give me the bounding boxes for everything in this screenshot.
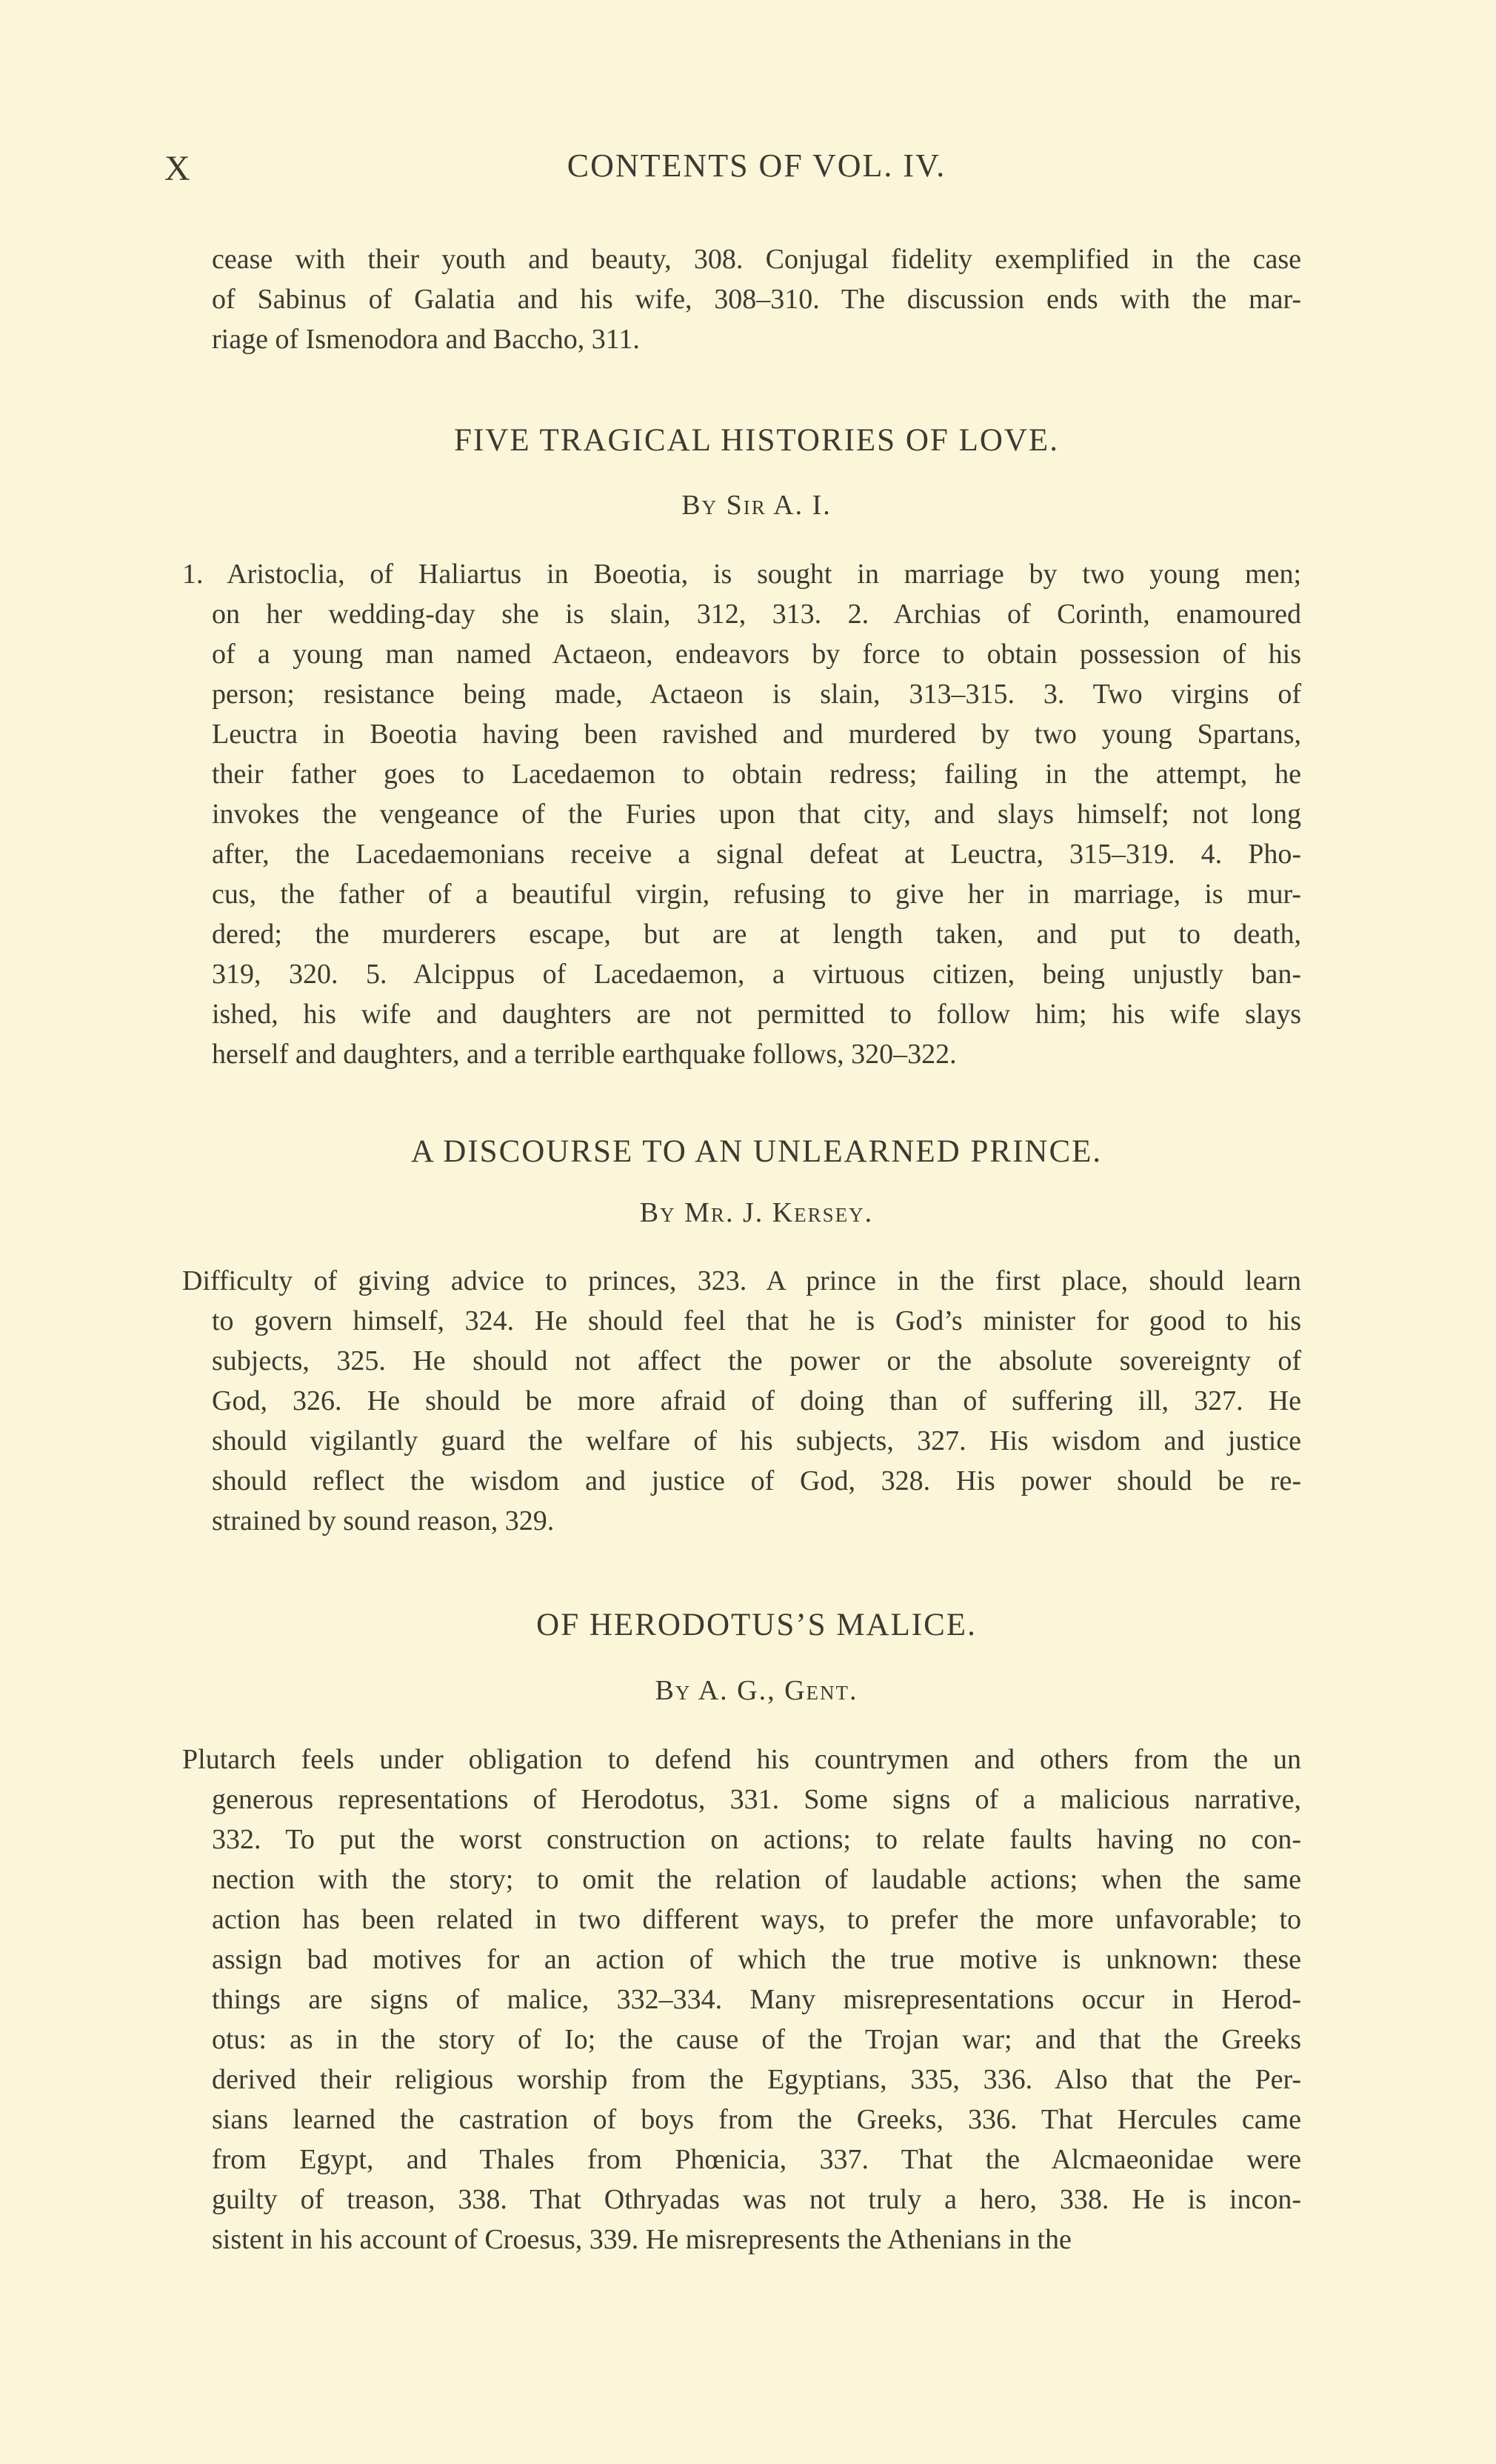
text-line: things are signs of malice, 332–334. Many misrepresentations occur in Herod- (212, 1984, 1301, 2015)
text-line: subjects, 325. He should not affect the power or the absolute sovereignty of (212, 1345, 1301, 1376)
continued-paragraph (212, 239, 1301, 359)
text-line: action has been related in two different ways, to prefer the more unfavorable; to (212, 1904, 1301, 1935)
section-summary (182, 1739, 1301, 2260)
text-line: invokes the vengeance of the Furies upon that city, and slays himself; not long (212, 799, 1301, 830)
text-line: should vigilantly guard the welfare of his subjects, 327. His wisdom and justice (212, 1425, 1301, 1456)
text-line: riage of Ismenodora and Baccho, 311. (212, 324, 640, 355)
text-line: sistent in his account of Croesus, 339. He misrepresents the Athenians in the (212, 2224, 1072, 2255)
text-line: ished, his wife and daughters are not permitted to follow him; his wife slays (212, 999, 1301, 1030)
running-title: CONTENTS OF VOL. IV. (567, 147, 946, 184)
text-line: dered; the murderers escape, but are at length taken, and put to death, (212, 919, 1301, 950)
text-line: strained by sound reason, 329. (212, 1505, 555, 1536)
text-line: generous representations of Herodotus, 331. Some signs of a malicious narrative, (212, 1784, 1301, 1815)
text-line: 319, 320. 5. Alcippus of Lacedaemon, a virtuous citizen, being unjustly ban- (212, 959, 1301, 990)
section-summary (182, 1261, 1301, 1541)
text-line: Leuctra in Boeotia having been ravished and murdered by two young Spartans, (212, 719, 1301, 750)
section-byline: By A. G., Gent. (655, 1675, 858, 1706)
text-line: cease with their youth and beauty, 308. Conjugal fidelity exemplified in the case (212, 244, 1301, 275)
text-line: to govern himself, 324. He should feel that he is God’s minister for good to his (212, 1305, 1301, 1336)
text-line: derived their religious worship from the Egyptians, 335, 336. Also that the Per- (212, 2064, 1301, 2095)
text-line: after, the Lacedaemonians receive a signal defeat at Leuctra, 315–319. 4. Pho- (212, 839, 1301, 870)
text-line: Difficulty of giving advice to princes, 323. A prince in the first place, should learn (182, 1265, 1301, 1296)
text-line: nection with the story; to omit the relation of laudable actions; when the same (212, 1864, 1301, 1895)
text-line: assign bad motives for an action of which the true motive is unknown: these (212, 1944, 1301, 1975)
text-line: from Egypt, and Thales from Phœnicia, 337. That the Alcmaeonidae were (212, 2144, 1301, 2175)
text-line: 1. Aristoclia, of Haliartus in Boeotia, is sought in marriage by two young men; (182, 559, 1301, 590)
text-line: God, 326. He should be more afraid of doing than of suffering ill, 327. He (212, 1385, 1301, 1416)
section-heading-herodotus-malice: OF HERODOTUS’S MALICE. (536, 1608, 977, 1642)
text-line: 332. To put the worst construction on actions; to relate faults having no con- (212, 1824, 1301, 1855)
text-line: of Sabinus of Galatia and his wife, 308–310. The discussion ends with the mar- (212, 284, 1301, 315)
text-line: on her wedding-day she is slain, 312, 313. 2. Archias of Corinth, enamoured (212, 599, 1301, 630)
section-byline: By Sir A. I. (681, 490, 832, 521)
text-line: person; resistance being made, Actaeon is slain, 313–315. 3. Two virgins of (212, 679, 1301, 710)
text-line: otus: as in the story of Io; the cause of the Trojan war; and that the Greeks (212, 2024, 1301, 2055)
text-line: guilty of treason, 338. That Othryadas was not truly a hero, 338. He is incon- (212, 2184, 1301, 2215)
section-summary (182, 554, 1301, 1074)
section-byline: By Mr. J. Kersey. (639, 1197, 874, 1228)
section-heading-tragical-histories: FIVE TRAGICAL HISTORIES OF LOVE. (454, 423, 1059, 458)
text-line: Plutarch feels under obligation to defend his countrymen and others from the un (182, 1744, 1301, 1775)
text-line: herself and daughters, and a terrible earthquake follows, 320–322. (212, 1039, 957, 1070)
page-number: X (164, 149, 190, 188)
section-heading-unlearned-prince: A DISCOURSE TO AN UNLEARNED PRINCE. (410, 1134, 1103, 1169)
text-line: sians learned the castration of boys from the Greeks, 336. That Hercules came (212, 2104, 1301, 2135)
text-line: their father goes to Lacedaemon to obtain redress; failing in the attempt, he (212, 759, 1301, 790)
text-line: should reflect the wisdom and justice of God, 328. His power should be re- (212, 1465, 1301, 1496)
text-line: cus, the father of a beautiful virgin, refusing to give her in marriage, is mur- (212, 879, 1301, 910)
text-line: of a young man named Actaeon, endeavors by force to obtain possession of his (212, 639, 1301, 670)
